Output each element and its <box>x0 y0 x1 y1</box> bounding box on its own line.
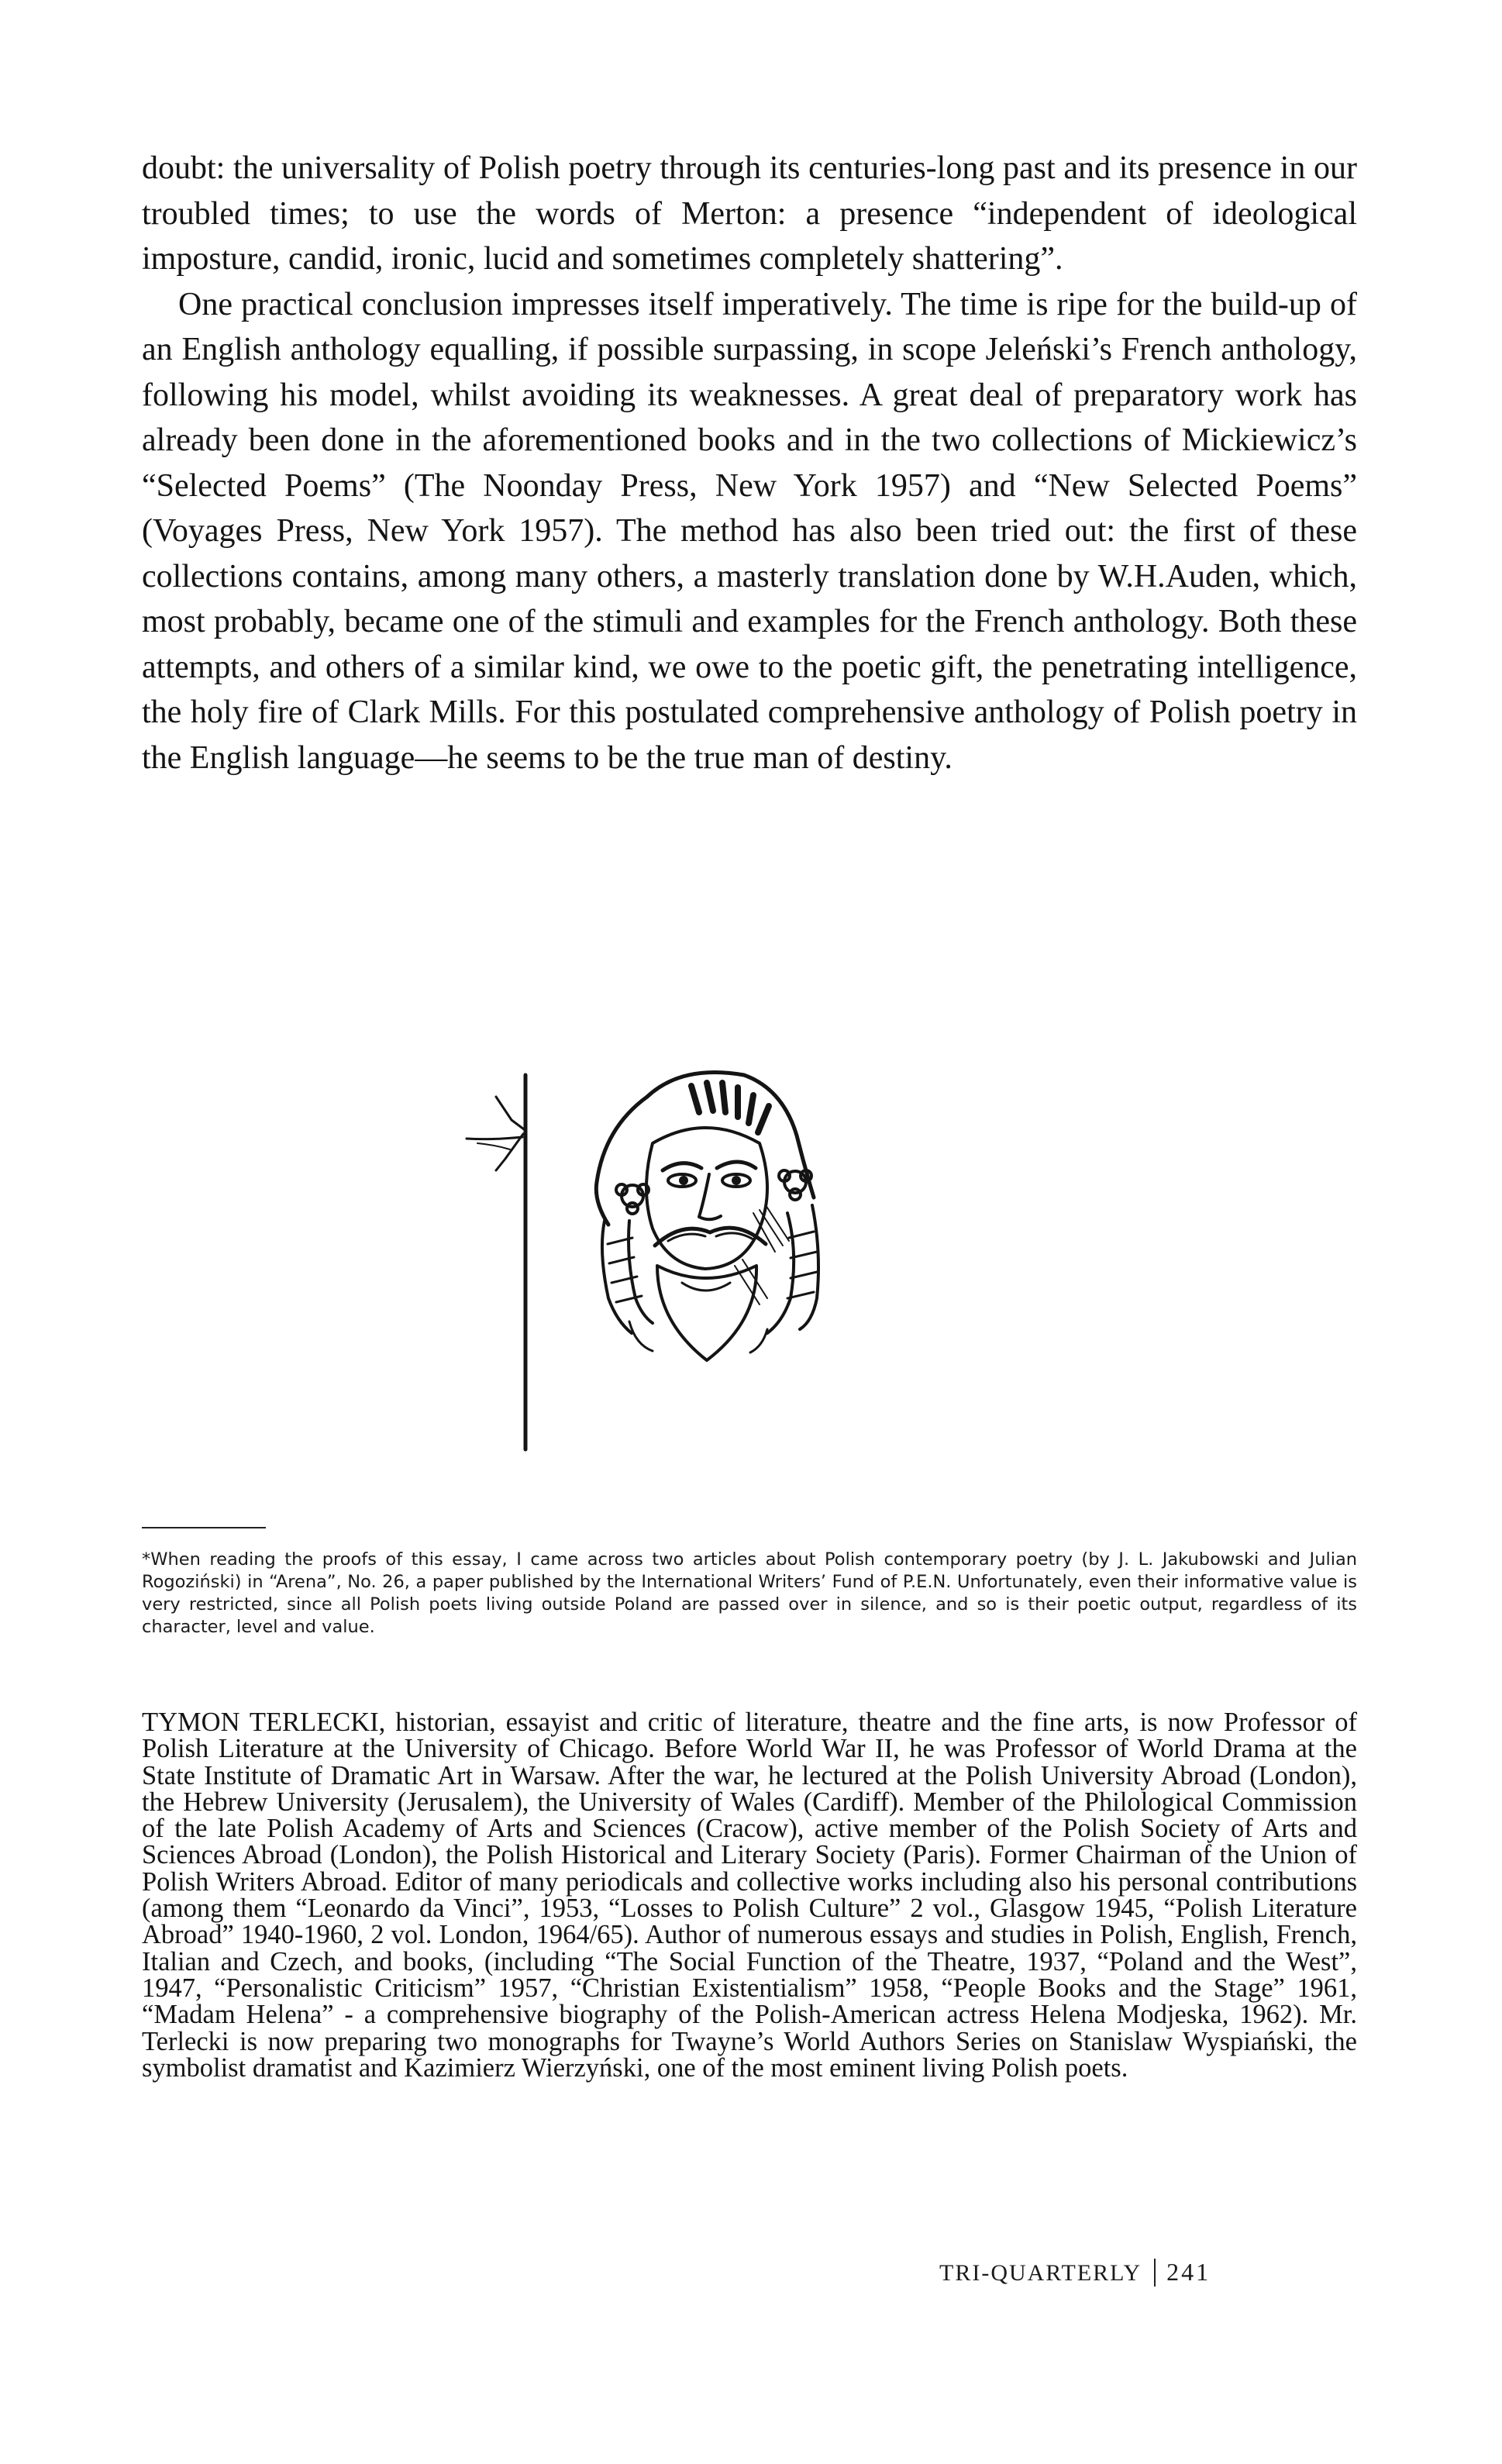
footnote: *When reading the proofs of this essay, I came across two articles about Polish contemporary poetry (by J. L. Jakubowski and Julian Rogoziński) in “Arena”, No. 26, a paper published by the International Writers’ Fund of P.E.N. Unfortunately, even their informative value is very restricted, since all Polish poets living outside Poland are passed over in silence, and so is their poetic output, regardless of its character, level and value. <box>142 1549 1357 1637</box>
author-bio: TYMON TERLECKI, historian, essayist and critic of literature, theatre and the fine arts, is now Professor of Polish Literature at the University of Chicago. Before World War II, he was Professor of World Drama at the State Institute of Dramatic Art in Warsaw. After the war, he lectured at the Polish University Abroad (London), the Hebrew University (Jerusalem), the University of Wales (Cardiff). Member of the Philological Commission of the late Polish Academy of Arts and Sciences (Cracow), active member of the Polish Society of Arts and Sciences Abroad (London), the Polish Historical and Literary Society (Paris). Former Chairman of the Union of Polish Writers Abroad. Editor of many periodicals and collective works including also his personal contributions (among them “Leonardo da Vinci”, 1953, “Losses to Polish Culture” 2 vol., Glasgow 1945, “Polish Literature Abroad” 1940-1960, 2 vol. London, 1964/65). Author of numerous essays and studies in Polish, English, French, Italian and Czech, and books, (including “The Social Function of the Theatre, 1937, “Poland and the West”, 1947, “Personalistic Criticism” 1957, “Christian Existentialism” 1958, “People Books and the Stage” 1961, “Madam Helena” - a comprehensive biography of the Polish-American actress Helena Modjeska, 1962). Mr. Terlecki is now preparing two monographs for Twayne’s World Authors Series on Stanislaw Wyspiański, the symbolist dramatist and Kazimierz Wierzyński, one of the most eminent living Polish poets. <box>142 1708 1357 2083</box>
footer-separator <box>1154 2259 1156 2287</box>
folk-figure-illustration <box>450 1066 946 1469</box>
journal-title: TRI-QUARTERLY <box>939 2260 1142 2286</box>
footnote-rule <box>142 1527 266 1528</box>
essay-body <box>142 146 1357 781</box>
paragraph-2: One practical conclusion impresses itself imperatively. The time is ripe for the build-up of an English anthology equalling, if possible surpassing, in scope Jeleński’s French anthology, following his model, whilst avoiding its weaknesses. A great deal of preparatory work has already been done in the aforementioned books and in the two collections of Mickiewicz’s “Selected Poems” (The Noonday Press, New York 1957) and “New Selected Poems” (Voyages Press, New York 1957). The method has also been tried out: the first of these collections contains, among many others, a masterly translation done by W.H.Auden, which, most probably, became one of the stimuli and examples for the French anthology. Both these attempts, and others of a similar kind, we owe to the poetic gift, the penetrating intelligence, the holy fire of Clark Mills. For this postulated comprehensive anthology of Polish poetry in the English language—he seems to be the true man of destiny. <box>142 286 1357 776</box>
page-number: 241 <box>1166 2258 1211 2286</box>
paragraph-1: doubt: the universality of Polish poetry through its centuries-long past and its presence in our troubled times; to use the words of Merton: a presence “independent of ideological imposture, candid, ironic, lucid and sometimes completely shattering”. <box>142 150 1357 277</box>
running-footer <box>939 2256 1211 2289</box>
